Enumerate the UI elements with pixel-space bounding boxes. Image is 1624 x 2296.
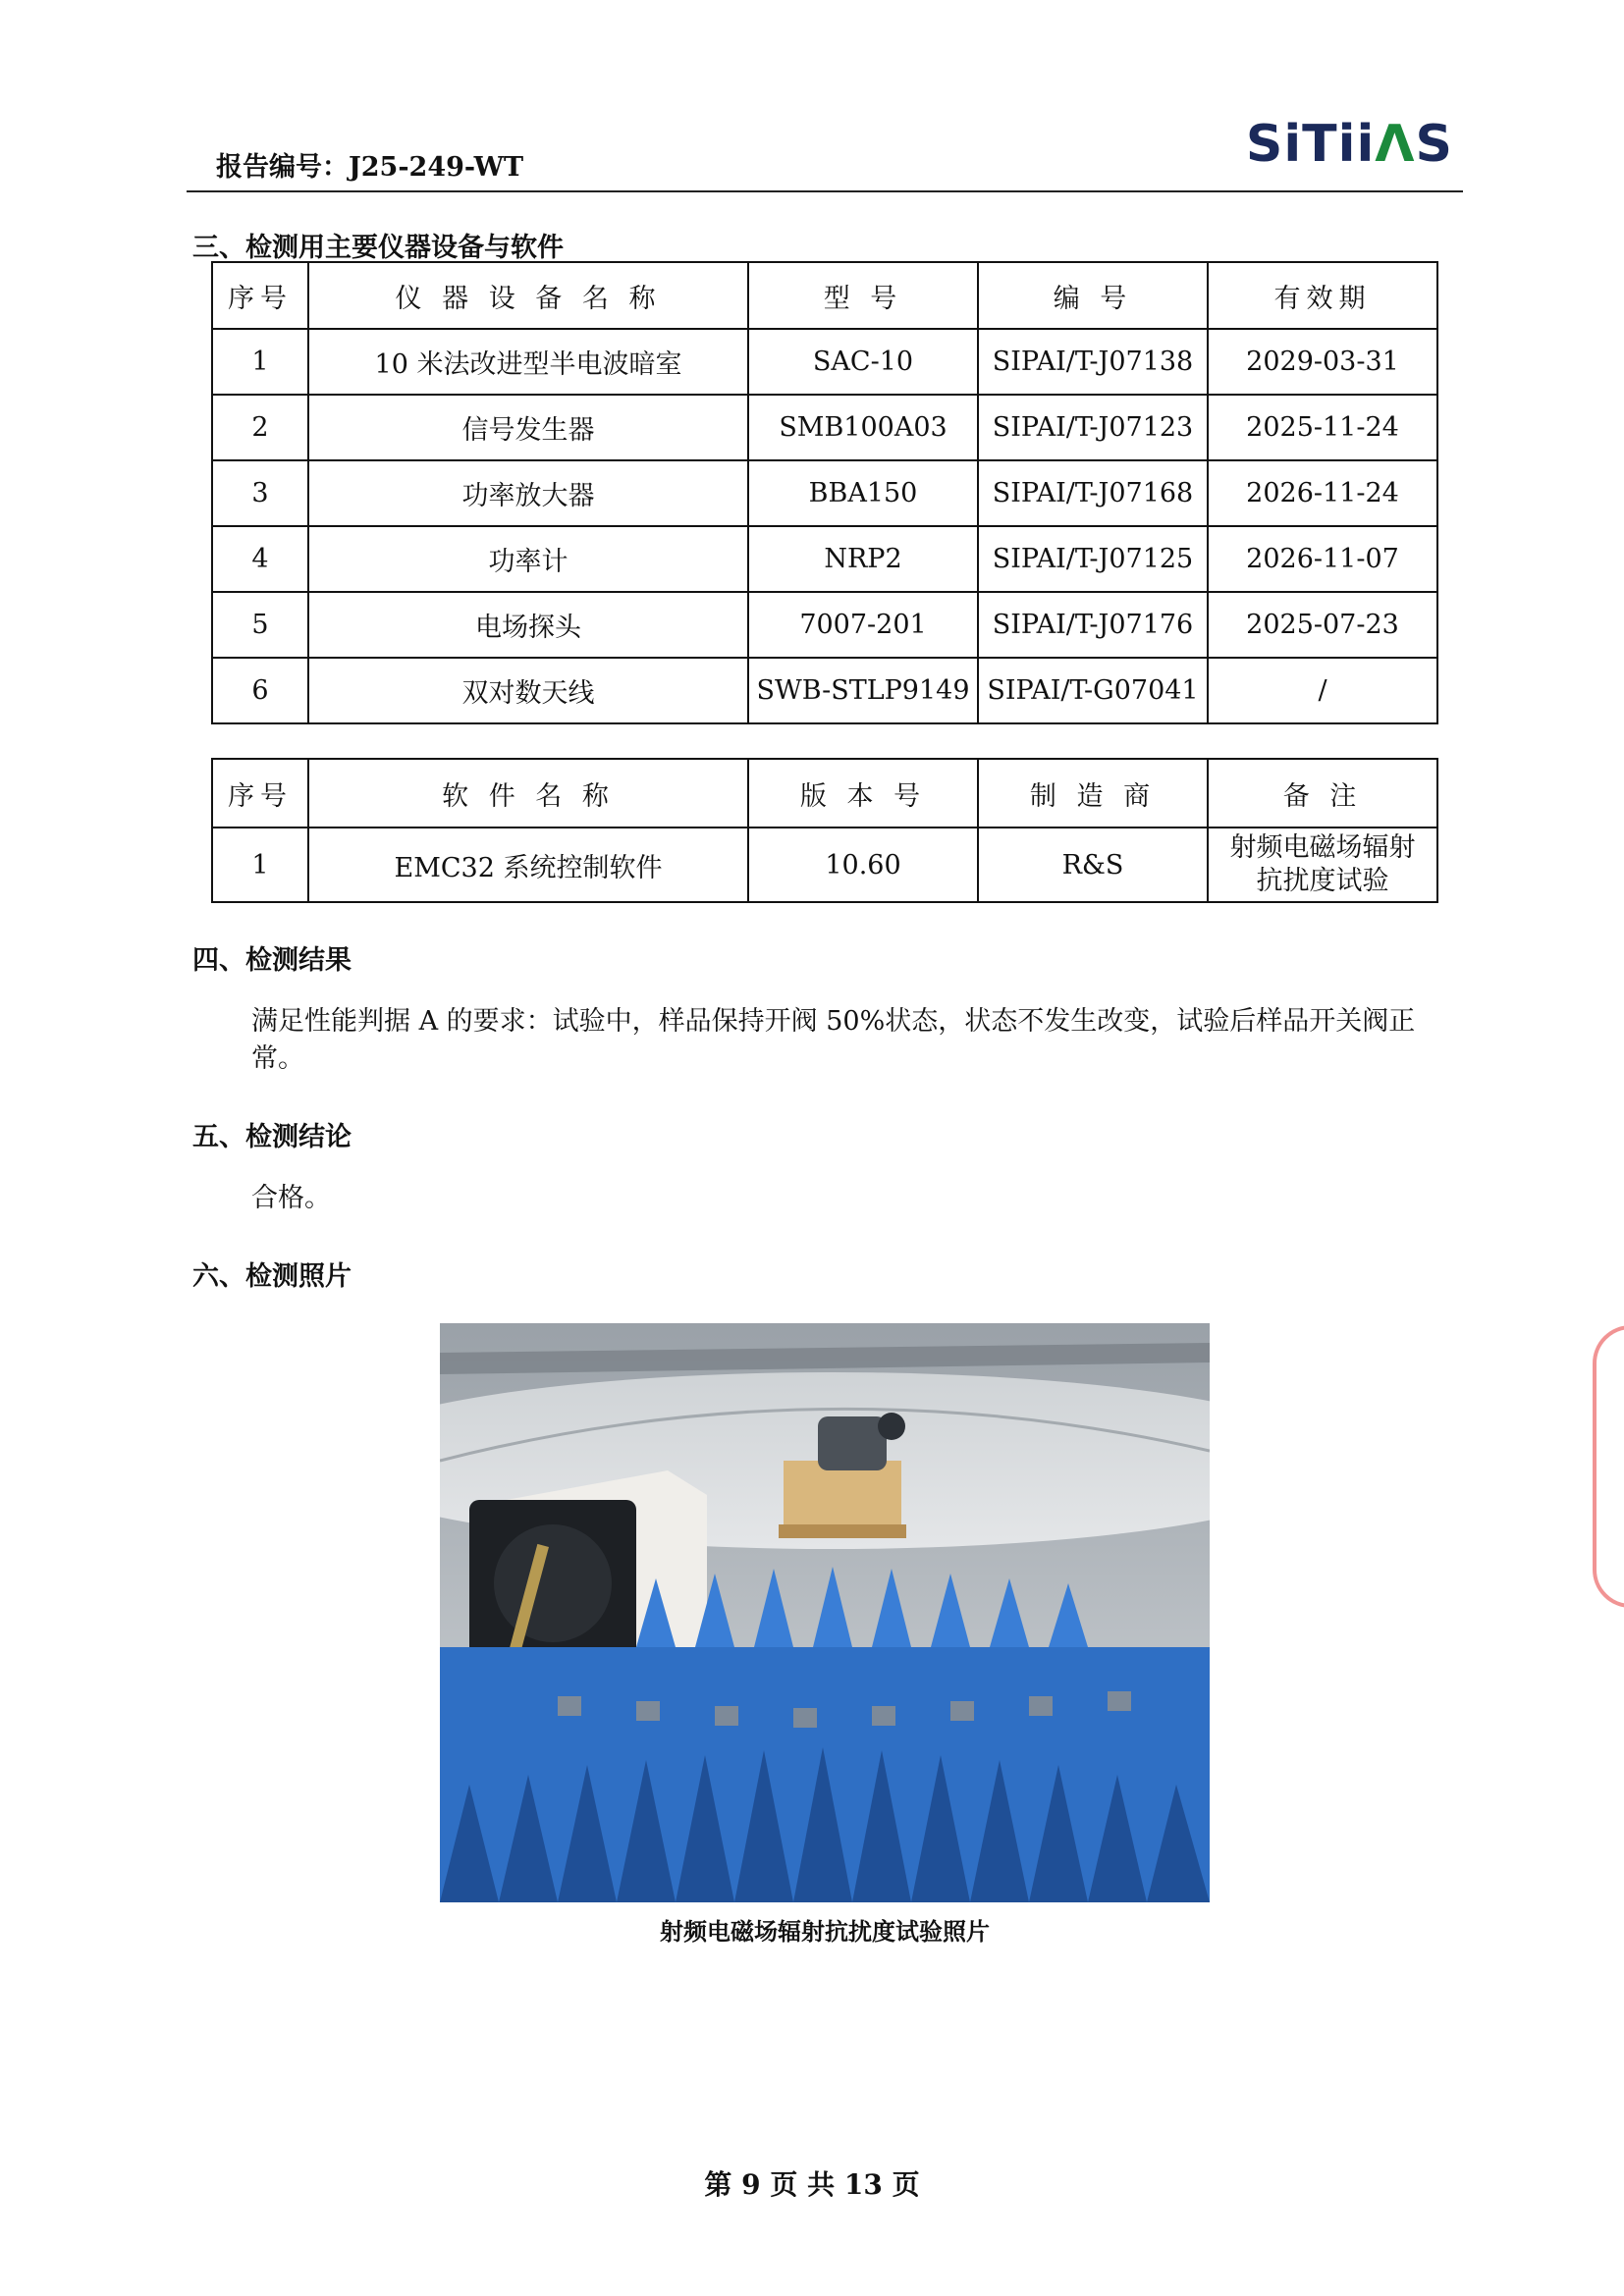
section-title-photos: 六、检测照片 [192,1261,352,1292]
section-title-instruments: 三、检测用主要仪器设备与软件 [192,233,564,263]
equipment-header-cell: 序号 [212,262,308,329]
equipment-table-cell: 4 [212,526,308,592]
software-table-cell: 10.60 [748,828,978,902]
test-photo [440,1323,1210,1902]
equipment-table-cell: BBA150 [748,460,978,526]
equipment-table-cell: SIPAI/T-J07125 [978,526,1208,592]
photo-caption: 射频电磁场辐射抗扰度试验照片 [660,1917,990,1946]
software-header-cell: 版 本 号 [748,759,978,828]
equipment-table-row [212,460,1437,526]
software-table-cell: 射频电磁场辐射抗扰度试验 [1208,828,1437,902]
software-table-row [212,828,1437,902]
seal-stamp [1593,1325,1624,1608]
section-title-results: 四、检测结果 [192,945,352,976]
equipment-table-cell: 双对数天线 [308,658,748,723]
software-header-row [212,759,1437,828]
equipment-table-cell: SIPAI/T-J07123 [978,395,1208,460]
equipment-table-cell: 信号发生器 [308,395,748,460]
software-header-cell: 备 注 [1208,759,1437,828]
equipment-table-row [212,395,1437,460]
equipment-table-cell: SIPAI/T-J07168 [978,460,1208,526]
results-text: 满足性能判据 A 的要求：试验中，样品保持开阀 50%状态，状态不发生改变，试验后样品开关阀正常。 [251,1006,1416,1074]
equipment-table-cell: SAC-10 [748,329,978,395]
equipment-header-cell: 仪 器 设 备 名 称 [308,262,748,329]
company-logo: SiTii Λ S [1245,115,1453,174]
test-photo-image [440,1323,1210,1902]
equipment-table-cell: SIPAI/T-J07138 [978,329,1208,395]
conclusion-text: 合格。 [251,1183,331,1213]
software-table-cell: 1 [212,828,308,902]
page-footer: 第 9 页 共 13 页 [704,2168,920,2201]
equipment-header-row [212,262,1437,329]
equipment-table-cell: 1 [212,329,308,395]
equipment-table-cell: 功率放大器 [308,460,748,526]
software-header-cell: 序号 [212,759,308,828]
equipment-table-cell: SIPAI/T-G07041 [978,658,1208,723]
equipment-table-cell: SIPAI/T-J07176 [978,592,1208,658]
equipment-table-cell: 2026-11-24 [1208,460,1437,526]
equipment-table-cell: 2 [212,395,308,460]
equipment-table-cell: SWB-STLP9149 [748,658,978,723]
equipment-table-cell: SMB100A03 [748,395,978,460]
section-title-conclusion: 五、检测结论 [192,1122,352,1152]
equipment-header-cell: 编 号 [978,262,1208,329]
equipment-table-cell: 功率计 [308,526,748,592]
equipment-table-cell: 5 [212,592,308,658]
equipment-table-cell: 2026-11-07 [1208,526,1437,592]
software-table [211,758,1438,903]
equipment-table-cell: NRP2 [748,526,978,592]
software-header-cell: 软 件 名 称 [308,759,748,828]
page-header [187,106,1463,192]
equipment-table-cell: 6 [212,658,308,723]
software-table-cell: R&S [978,828,1208,902]
software-table-cell: EMC32 系统控制软件 [308,828,748,902]
equipment-table-cell: / [1208,658,1437,723]
equipment-table-cell: 电场探头 [308,592,748,658]
equipment-table-cell: 2025-07-23 [1208,592,1437,658]
report-number: 报告编号：J25-249-WT [216,152,524,183]
equipment-table-cell: 2029-03-31 [1208,329,1437,395]
equipment-table [211,261,1438,724]
equipment-table-cell: 10 米法改进型半电波暗室 [308,329,748,395]
equipment-table-cell: 7007-201 [748,592,978,658]
equipment-header-cell: 有效期 [1208,262,1437,329]
equipment-table-cell: 3 [212,460,308,526]
software-header-cell: 制 造 商 [978,759,1208,828]
equipment-table-cell: 2025-11-24 [1208,395,1437,460]
equipment-table-row [212,526,1437,592]
equipment-table-row [212,592,1437,658]
equipment-header-cell: 型 号 [748,262,978,329]
equipment-table-row [212,329,1437,395]
equipment-table-row [212,658,1437,723]
